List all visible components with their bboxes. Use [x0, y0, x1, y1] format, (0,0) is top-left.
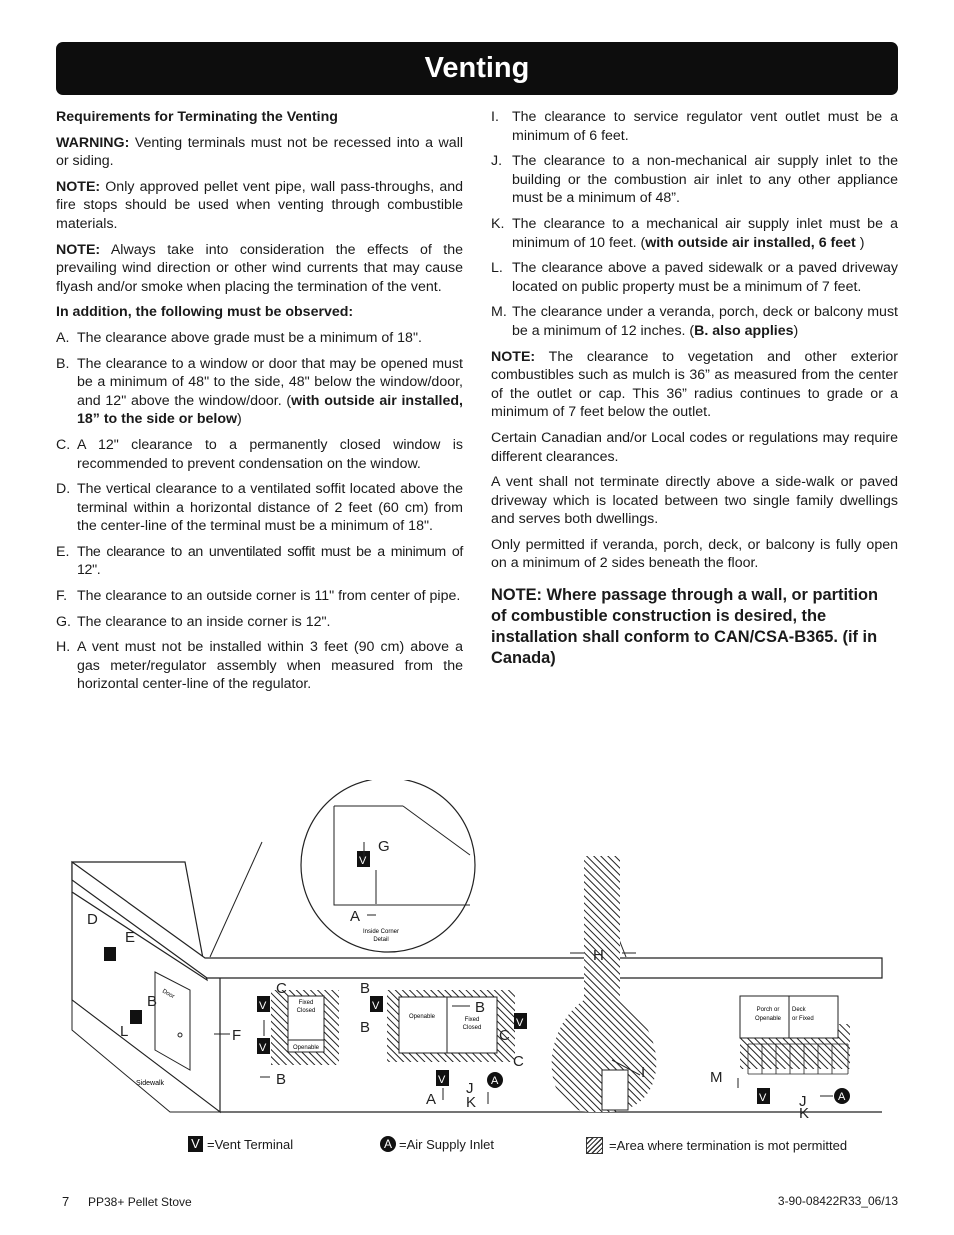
list-item-d: [56, 480, 463, 536]
door-label: Door: [161, 988, 176, 1001]
legend-area: [586, 1137, 847, 1154]
svg-text:B: B: [360, 980, 371, 997]
list-item-c: [56, 436, 463, 473]
csa-note: NOTE: Where passage through a wall, or partition of combustible construction is desired, the installation shall conform to CAN/CSA-B365. (if in Canada): [491, 586, 879, 668]
product-name: PP38+ Pellet Stove: [88, 1195, 192, 1209]
svg-text:K: K: [466, 1094, 477, 1111]
item-text: The clearance above a paved sidewalk or a paved driveway located on public property must be a minimum of 7 feet.: [512, 260, 898, 295]
fixed-closed-label: Fixed Closed: [296, 1000, 316, 1014]
left-column: [56, 108, 463, 701]
sidewalk-label: Sidewalk: [136, 1080, 165, 1087]
item-key: G.: [56, 613, 71, 630]
sidewalk-paragraph: A vent shall not terminate directly above a side-walk or paved driveway which is located between two single family dwellings and serves both dwellings.: [491, 474, 898, 528]
item-key: E.: [56, 543, 70, 560]
item-text: The clearance to an unventilated soffit must be a minimum of 12".: [77, 543, 463, 579]
list-item-i: [491, 108, 898, 145]
item-key: J.: [491, 153, 503, 170]
item-text-main: The clearance under a veranda, porch, deck or balcony must be a minimum of 12 inches. (: [512, 304, 898, 339]
openable-label: Openable: [292, 1045, 320, 1051]
page-title: Venting: [424, 52, 530, 84]
note-text: The clearance to vegetation and other exterior combustibles such as mulch is 36” as measured from the center of the outlet or cap. This 36” radius continues to grade or a minimum of 7 feet below the outlet.: [491, 348, 898, 421]
item-text: The vertical clearance to a ventilated soffit located above the terminal within a horizontal distance of 2 feet (60 cm) from the center-line of the terminal must be a minimum of 18".: [77, 481, 463, 535]
canadian-codes-paragraph: Certain Canadian and/or Local codes or regulations may require different clearances.: [491, 429, 898, 465]
fixed-closed-label: Fixed Closed: [462, 1017, 482, 1031]
item-text-main: The clearance to a mechanical air supply inlet must be a minimum of 10 feet. (: [512, 215, 898, 251]
clearance-diagram: [0, 780, 954, 1140]
list-item-k: [491, 215, 898, 252]
note-approved-paragraph: [56, 178, 463, 234]
svg-text:B: B: [276, 1071, 287, 1088]
item-key: F.: [56, 588, 68, 605]
deck-label: Deck or Fixed: [792, 1007, 814, 1022]
note-label: NOTE:: [56, 178, 101, 195]
note-text: Only approved pellet vent pipe, wall pass-throughs, and fire stops should be used when venting through combustible materials.: [56, 178, 463, 232]
note-wind-paragraph: [56, 241, 463, 297]
list-item-a: [56, 329, 463, 348]
list-item-g: [56, 613, 463, 632]
footer-doc-code: 3-90-08422R33_06/13: [777, 1194, 898, 1208]
svg-text:V: V: [516, 1017, 524, 1029]
openable-label: Openable: [408, 1014, 436, 1020]
svg-text:C: C: [513, 1053, 524, 1070]
item-text: The clearance above grade must be a minimum of 18".: [77, 329, 422, 346]
item-text: The clearance to an outside corner is 11" from center of pipe.: [77, 588, 461, 605]
svg-text:V: V: [259, 1000, 267, 1012]
list-item-b: [56, 355, 463, 429]
svg-text:V: V: [359, 855, 367, 867]
svg-text:A: A: [838, 1091, 846, 1103]
svg-text:B: B: [147, 993, 158, 1010]
svg-text:V: V: [759, 1092, 767, 1104]
list-item-f: [56, 587, 463, 606]
svg-text:J: J: [466, 1080, 474, 1097]
note-text: Always take into consideration the effects of the prevailing wind direction or other wind currents that may cause flyash and/or smoke when placing the termination of the vent.: [56, 241, 463, 295]
item-key: M.: [491, 304, 507, 321]
svg-text:G: G: [378, 838, 390, 855]
svg-text:M: M: [710, 1069, 723, 1086]
item-text: The clearance to service regulator vent outlet must be a minimum of 6 feet.: [512, 109, 898, 144]
observed-heading: In addition, the following must be observed:: [56, 304, 354, 321]
note-label: NOTE:: [56, 241, 101, 258]
item-key: C.: [56, 436, 71, 453]
item-text: A vent must not be installed within 3 feet (90 cm) above a gas meter/regulator assembly when measured from the horizontal center-line of the regulator.: [77, 639, 463, 693]
item-key: B.: [56, 355, 70, 372]
item-key: H.: [56, 639, 71, 656]
svg-text:V: V: [438, 1074, 446, 1086]
list-item-m: [491, 303, 898, 340]
item-text-after: ): [793, 322, 799, 339]
svg-text:B: B: [475, 999, 486, 1016]
svg-text:A: A: [491, 1075, 499, 1087]
list-item-l: [491, 259, 898, 296]
item-text: [77, 355, 463, 429]
list-item-h: [56, 638, 463, 694]
legend-area-label: =Area where termination is mot permitted: [609, 1138, 848, 1153]
item-text-after: ): [237, 411, 242, 428]
svg-text:L: L: [120, 1023, 129, 1040]
item-text-bold: with outside air installed, 6 feet: [645, 234, 856, 251]
item-key: K.: [491, 215, 505, 232]
item-text: The clearance to an inside corner is 12".: [77, 613, 331, 630]
item-text: A 12" clearance to a permanently closed window is recommended to prevent condensation on the window.: [77, 436, 463, 472]
section-heading: Requirements for Terminating the Venting: [56, 109, 338, 125]
list-item-e: [56, 543, 463, 580]
svg-text:E: E: [125, 929, 136, 946]
item-text: [512, 215, 898, 252]
hatch-icon: [586, 1137, 603, 1154]
svg-text:H: H: [593, 947, 604, 964]
sidewalk: [72, 1000, 220, 1112]
legend-air: [380, 1136, 494, 1152]
svg-text:J: J: [799, 1093, 807, 1110]
page-number: 7: [62, 1194, 70, 1209]
door: [155, 972, 190, 1070]
svg-text:I: I: [641, 1064, 646, 1081]
vent-terminal-icon: V: [188, 1136, 203, 1152]
item-text-main: The clearance to a window or door that may be opened must be a minimum of 48" to the side, 48" below the window/door, and 12" above the window/door. (: [77, 355, 463, 409]
warning-text: Venting terminals must not be recessed into a wall or siding.: [56, 134, 463, 170]
legend-air-label: =Air Supply Inlet: [399, 1136, 495, 1152]
note-vegetation-paragraph: [491, 348, 898, 422]
legend-vent-label: =Vent Terminal: [207, 1136, 294, 1152]
item-text-after: ): [855, 234, 865, 251]
svg-text:B: B: [360, 1019, 371, 1036]
item-key: L.: [491, 260, 503, 277]
item-text: The clearance to a non-mechanical air supply inlet to the building or the combustion air inlet to any other appliance must be a minimum of 48”.: [512, 153, 898, 207]
note-label: NOTE:: [491, 348, 536, 365]
item-text-bold: with outside air installed, 18” to the side or below: [77, 392, 463, 428]
title-banner: [56, 42, 898, 95]
svg-text:F: F: [232, 1027, 242, 1044]
item-key: I.: [491, 109, 499, 125]
svg-text:V: V: [259, 1042, 267, 1054]
svg-text:C: C: [276, 980, 287, 997]
air-inlets: [487, 1072, 850, 1104]
item-key: D.: [56, 481, 71, 498]
svg-text:V: V: [372, 1000, 380, 1012]
right-column: [491, 108, 898, 676]
porch-label: Porch or Openable: [754, 1007, 782, 1022]
warning-paragraph: [56, 134, 463, 171]
svg-text:A: A: [426, 1091, 437, 1108]
veranda-paragraph: Only permitted if veranda, porch, deck, or balcony is fully open on a minimum of 2 sides beneath the floor.: [491, 536, 898, 572]
footer-left: [62, 1194, 192, 1209]
svg-text:K: K: [799, 1105, 810, 1122]
item-key: A.: [56, 329, 70, 346]
svg-text:C: C: [499, 1027, 510, 1044]
air-supply-icon: A: [380, 1136, 396, 1152]
warning-label: WARNING:: [56, 134, 130, 151]
svg-text:A: A: [350, 908, 361, 925]
list-item-j: [491, 152, 898, 208]
legend-vent: [188, 1136, 293, 1152]
inside-corner-label: Inside Corner Detail: [362, 929, 400, 943]
gas-meter: [602, 1070, 628, 1110]
item-text-bold: B. also applies: [694, 322, 794, 339]
svg-text:D: D: [87, 911, 98, 928]
item-text: [512, 303, 898, 340]
